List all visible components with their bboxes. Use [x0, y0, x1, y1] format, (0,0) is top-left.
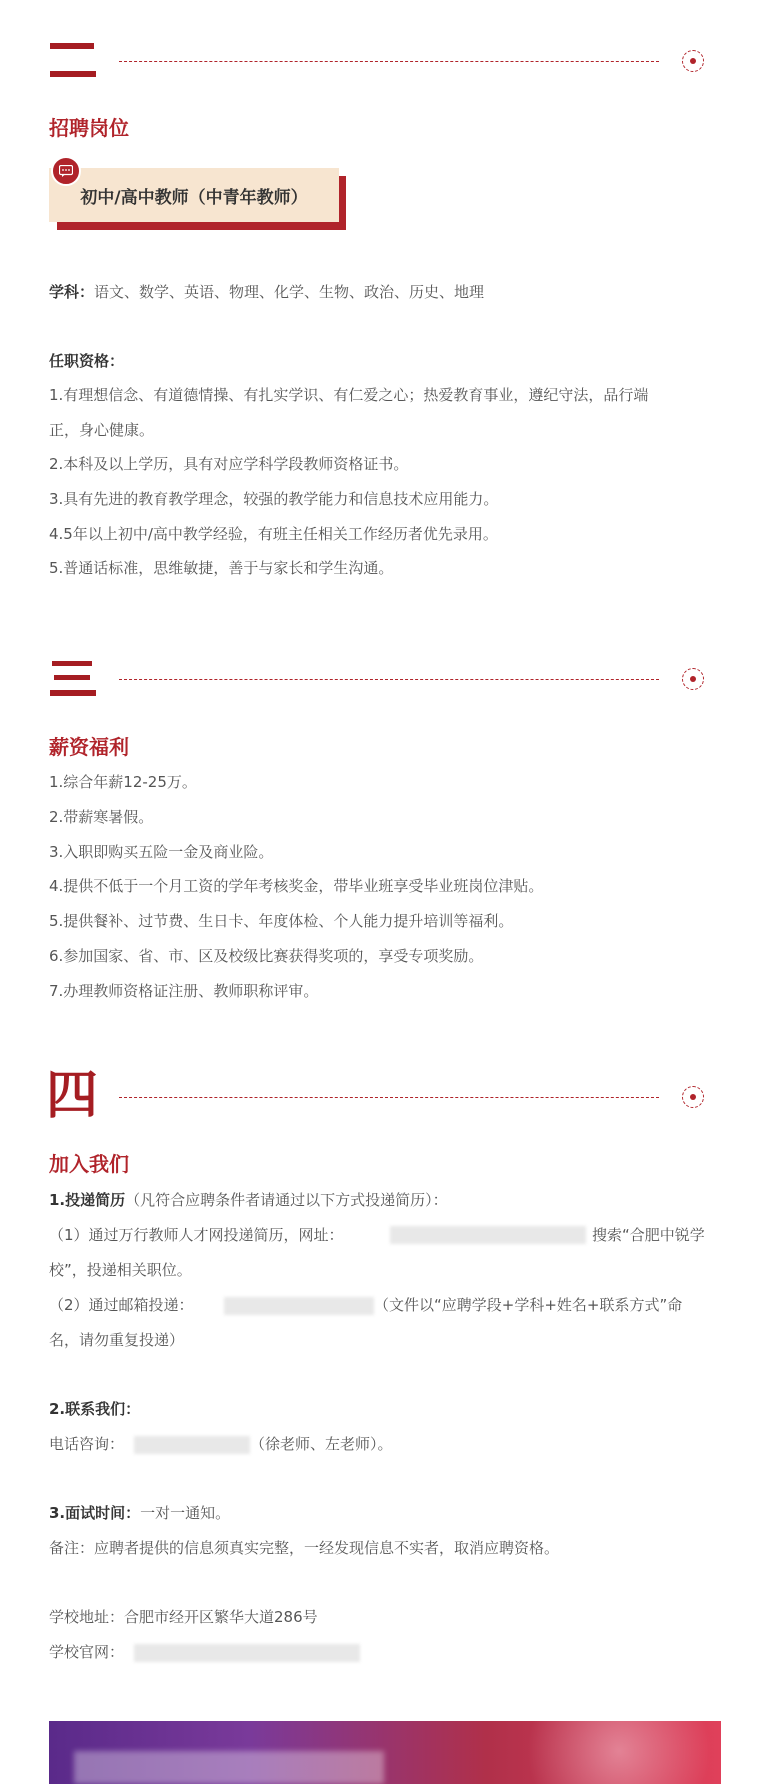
redacted-url	[390, 1226, 586, 1244]
subject-value: 语文、数学、英语、物理、化学、生物、政治、历史、地理	[94, 283, 485, 301]
redacted-website	[134, 1644, 360, 1662]
apply-note: （凡符合应聘条件者请通过以下方式投递简历）：	[125, 1191, 448, 1209]
qualification-line: 3.具有先进的教育教学理念，较强的教学能力和信息技术应用能力。	[49, 490, 499, 508]
apply-line: 名，请勿重复投递）	[49, 1331, 185, 1349]
benefit-item: 1.综合年薪12-25万。	[49, 773, 197, 791]
section-title: 加入我们	[49, 1152, 129, 1176]
section-number-2	[50, 43, 94, 49]
apply-line: 搜索“合肥中锐学	[592, 1226, 705, 1244]
subject-label: 学科：	[49, 283, 95, 301]
dashed-divider	[119, 1097, 659, 1098]
section-number-3-bar	[50, 690, 96, 696]
benefit-item: 2.带薪寒暑假。	[49, 808, 154, 826]
apply-line: （文件以“应聘学段+学科+姓名+联系方式”命	[374, 1296, 683, 1314]
position-tag-label: 初中/高中教师（中青年教师）	[80, 187, 308, 208]
redacted-phone	[134, 1436, 250, 1454]
qualification-line: 正，身心健康。	[49, 421, 155, 439]
dashed-divider	[119, 679, 659, 680]
website-label: 学校官网：	[49, 1643, 125, 1661]
phone-label: 电话咨询：	[49, 1435, 125, 1453]
benefit-item: 3.入职即购买五险一金及商业险。	[49, 843, 274, 861]
redacted-email	[224, 1297, 374, 1315]
phone-suffix: （徐老师、左老师）。	[250, 1435, 393, 1453]
contact-label: 2.联系我们：	[49, 1400, 141, 1418]
dashed-divider	[119, 61, 659, 62]
apply-line: （1）通过万行教师人才网投递简历，网址：	[49, 1226, 344, 1244]
school-address: 学校地址：合肥市经开区繁华大道286号	[49, 1608, 318, 1626]
benefit-item: 6.参加国家、省、市、区及校级比赛获得奖项的，享受专项奖励。	[49, 947, 484, 965]
section-number-2-bar	[50, 71, 96, 77]
dot-circle-icon	[682, 1086, 704, 1108]
qualification-line: 4.5年以上初中/高中教学经验，有班主任相关工作经历者优先录用。	[49, 525, 498, 543]
apply-line: 校”，投递相关职位。	[49, 1261, 192, 1279]
qualification-label: 任职资格：	[49, 352, 125, 370]
benefit-item: 7.办理教师资格证注册、教师职称评审。	[49, 982, 319, 1000]
qualification-line: 1.有理想信念、有道德情操、有扎实学识、有仁爱之心；热爱教育事业，遵纪守法，品行端	[49, 386, 649, 404]
dot-circle-icon	[682, 50, 704, 72]
qualification-line: 2.本科及以上学历，具有对应学科学段教师资格证书。	[49, 455, 409, 473]
bottom-banner-image	[49, 1721, 721, 1784]
remark: 备注：应聘者提供的信息须真实完整，一经发现信息不实者，取消应聘资格。	[49, 1539, 560, 1557]
apply-label: 1.投递简历	[49, 1191, 126, 1209]
section-title: 招聘岗位	[49, 116, 129, 140]
apply-line: （2）通过邮箱投递：	[49, 1296, 194, 1314]
section-number-4: 四	[46, 1065, 99, 1126]
redacted-banner-text	[74, 1751, 384, 1784]
banner-glow	[509, 1721, 721, 1784]
interview-line	[49, 1503, 230, 1523]
interview-label: 3.面试时间：	[49, 1504, 141, 1522]
benefit-item: 4.提供不低于一个月工资的学年考核奖金，带毕业班享受毕业班岗位津贴。	[49, 877, 544, 895]
benefit-item: 5.提供餐补、过节费、生日卡、年度体检、个人能力提升培训等福利。	[49, 912, 514, 930]
apply-heading	[49, 1190, 448, 1210]
position-tag	[49, 168, 339, 222]
section-number-3-bar	[52, 661, 92, 666]
chat-icon	[51, 156, 81, 186]
section-title: 薪资福利	[49, 735, 129, 759]
qualification-line: 5.普通话标准，思维敏捷，善于与家长和学生沟通。	[49, 559, 394, 577]
subject-line	[49, 282, 484, 302]
interview-value: 一对一通知。	[140, 1504, 231, 1522]
dot-circle-icon	[682, 668, 704, 690]
section-number-3-bar	[54, 675, 90, 680]
